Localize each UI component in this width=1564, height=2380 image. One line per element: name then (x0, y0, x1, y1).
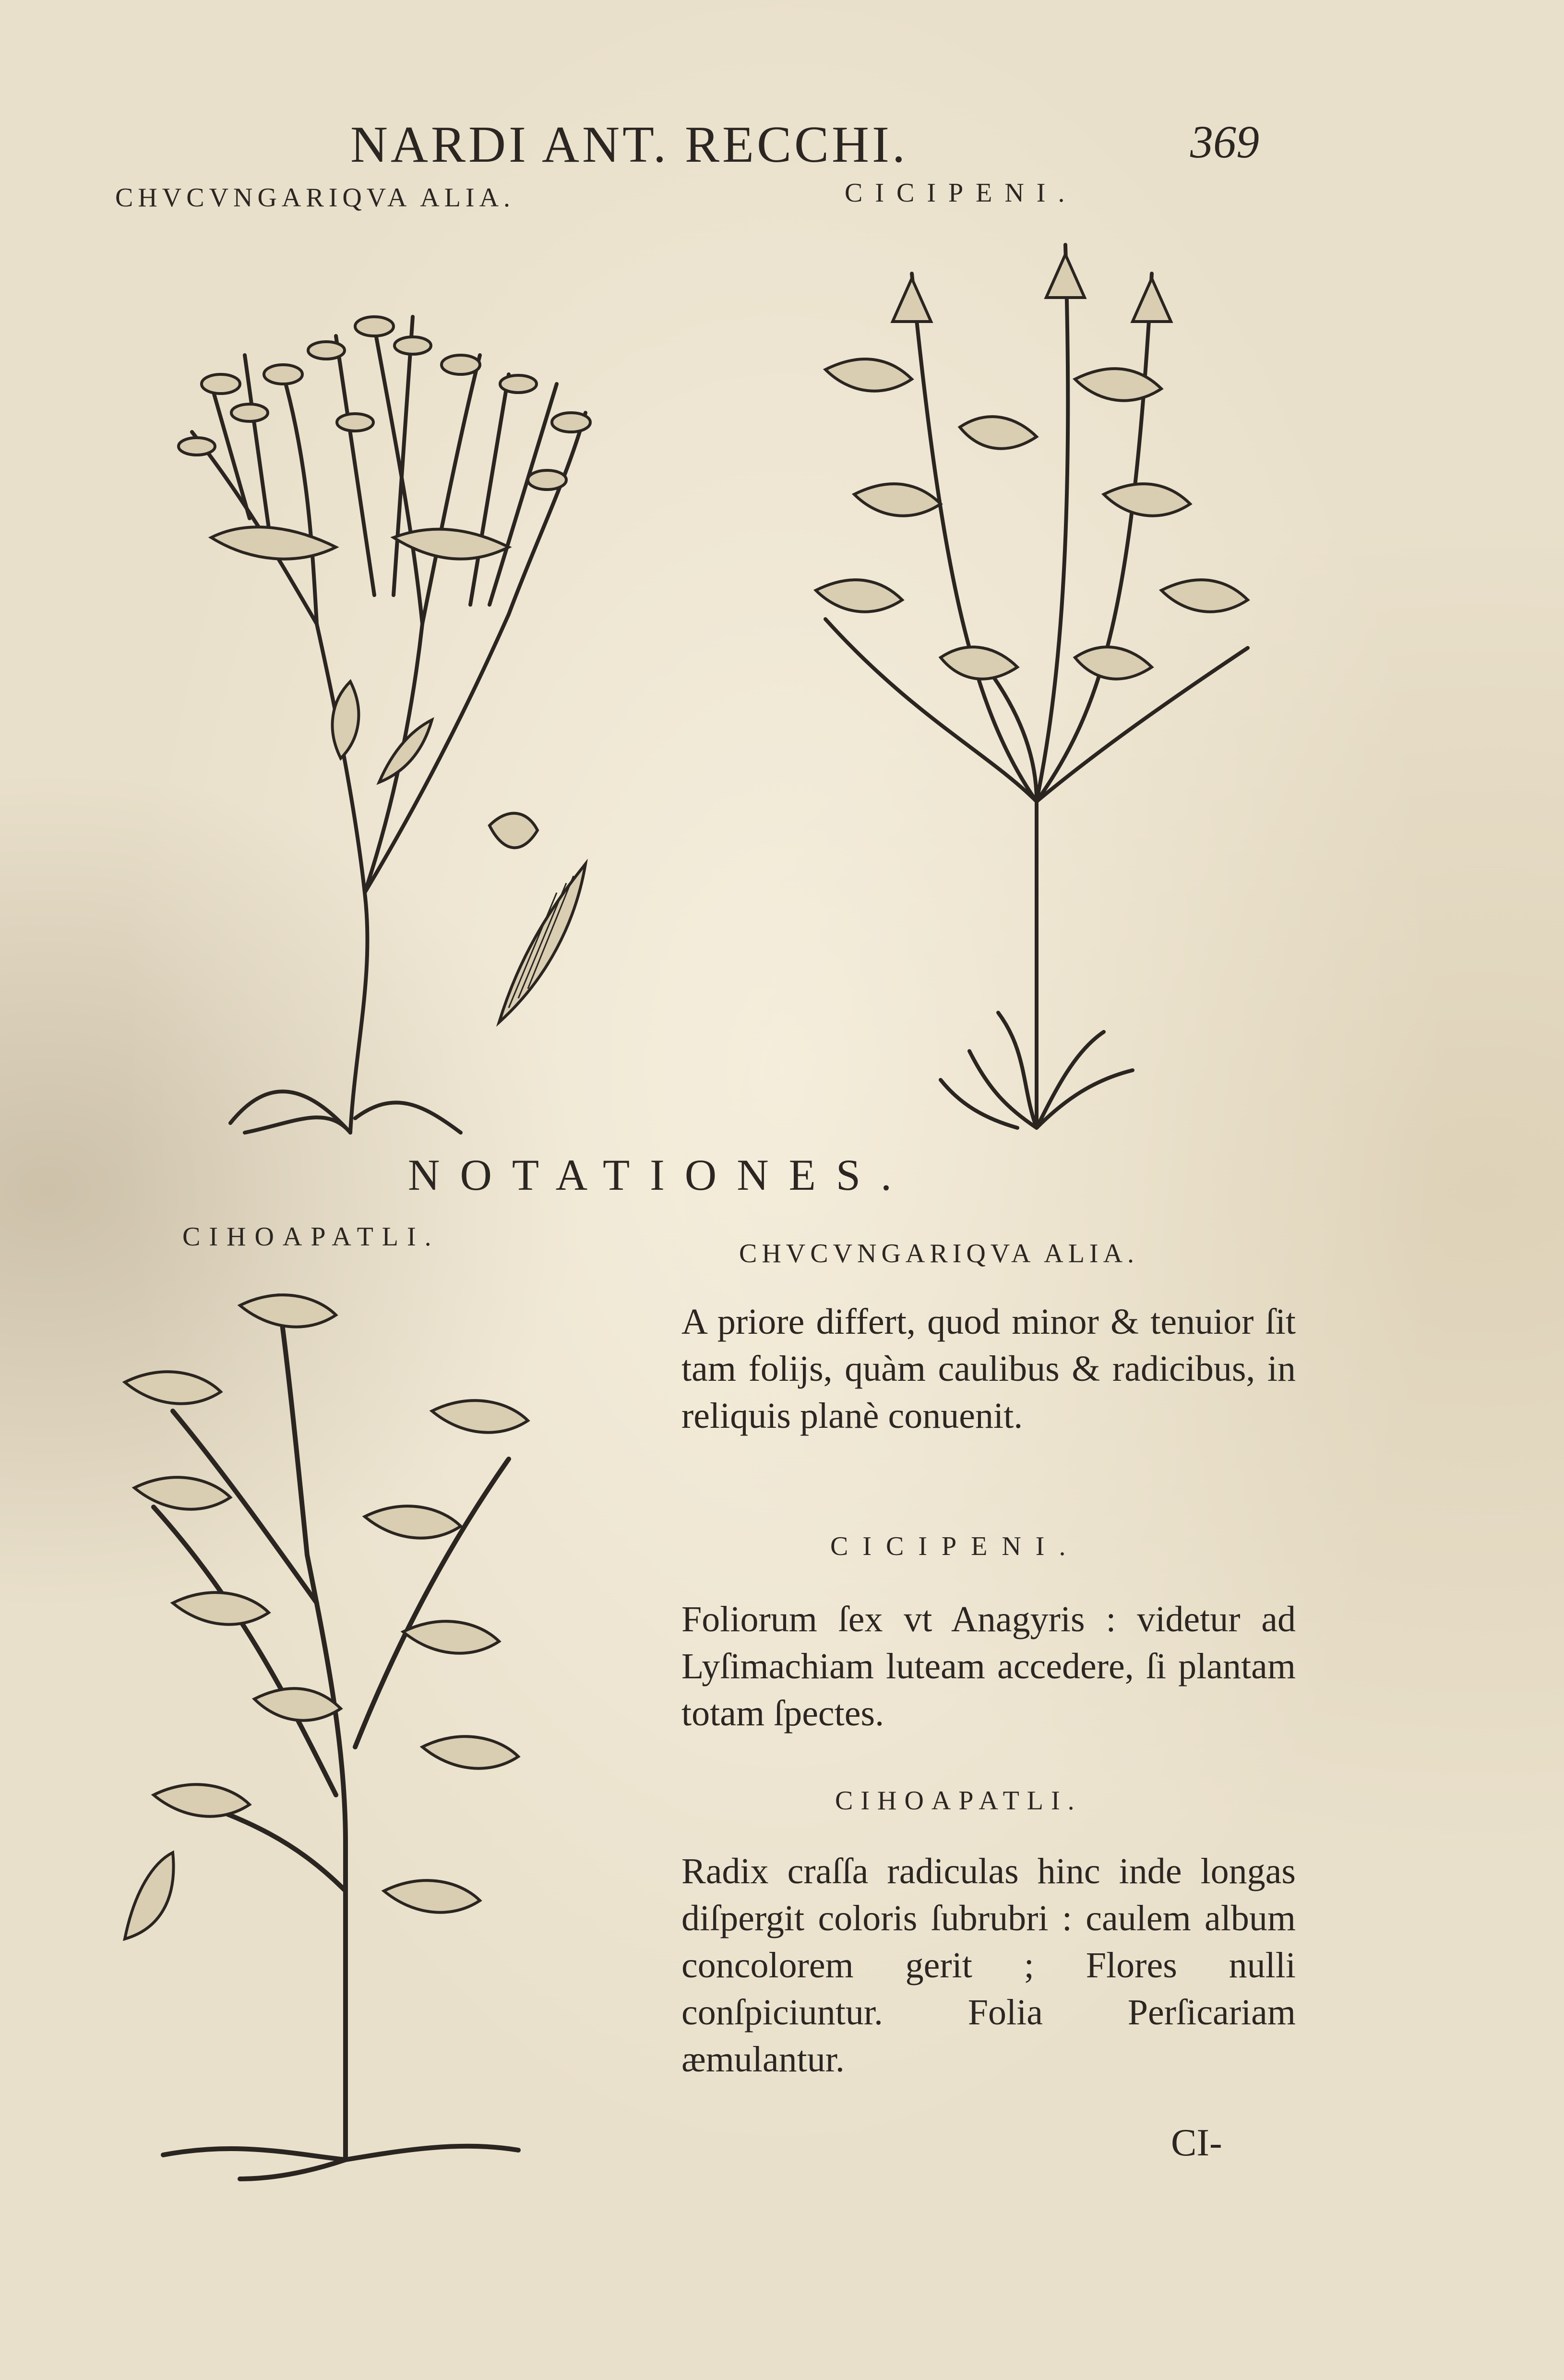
note-heading-chucungariqua: CHVCVNGARIQVA ALIA. (739, 1239, 1139, 1268)
figure-caption-chucungariqua: CHVCVNGARIQVA ALIA. (115, 183, 515, 213)
note-heading-cicipeni: CICIPENI. (830, 1531, 1080, 1561)
running-head: NARDI ANT. RECCHI. (350, 116, 908, 173)
note-text-chucungariqua: A priore differt, quod minor & tenuior ſit tam folijs, quàm caulibus & radicibus, in reliquis planè conuenit. (681, 1302, 1296, 1436)
note-heading-cihoapatli: CIHOAPATLI. (835, 1786, 1082, 1816)
plant-woodcut-cihoapatli-icon (96, 1267, 576, 2179)
figure-caption-cicipeni: CICIPENI. (845, 178, 1077, 208)
note-text-cicipeni: Foliorum ſex vt Anagyris : videtur ad Lyſimachiam luteam accedere, ſi plantam totam ſpectes. (681, 1599, 1296, 1734)
plant-woodcut-chucungariqua-icon (125, 230, 653, 1142)
figure-caption-cihoapatli: CIHOAPATLI. (182, 1222, 440, 1252)
catchword: CI- (1171, 2122, 1222, 2164)
plant-woodcut-cicipeni-icon (768, 226, 1296, 1137)
page-number: 369 (1190, 116, 1259, 167)
section-heading: NOTATIONES. (408, 1150, 912, 1199)
note-text-cihoapatli: Radix craſſa radiculas hinc inde longas diſpergit coloris ſubrubri : caulem album concolorem gerit ; Flores nulli conſpiciuntur. Folia Perſicariam æmulantur. (681, 1851, 1296, 2080)
